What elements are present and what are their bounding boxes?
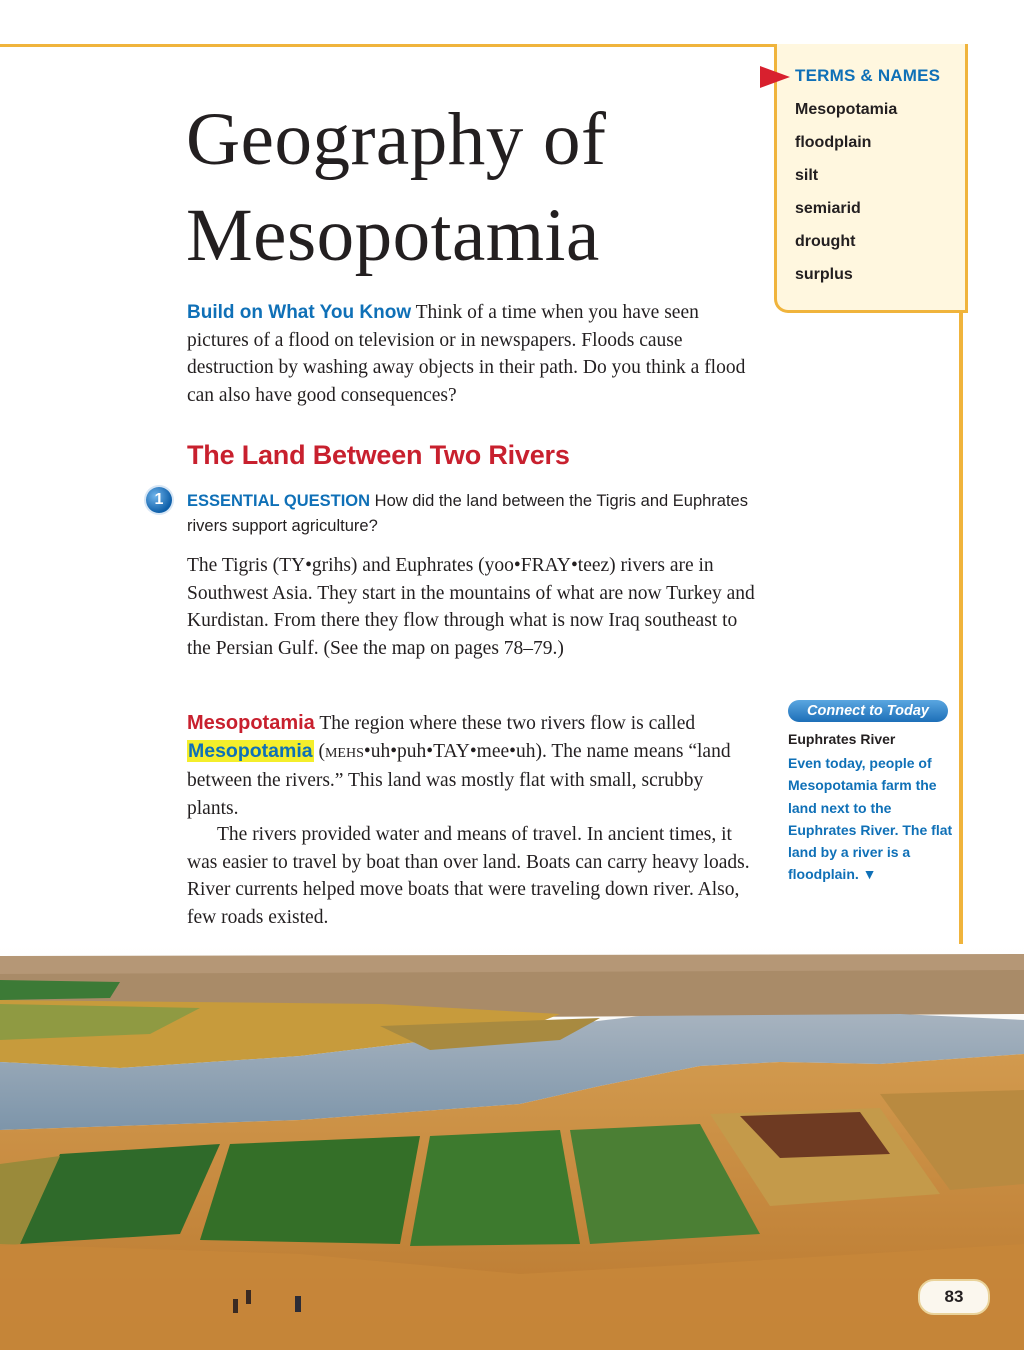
connect-to-today-heading: Euphrates River: [788, 731, 896, 747]
question-number-badge: 1: [146, 487, 172, 513]
build-on-lead: Build on What You Know: [187, 302, 412, 323]
build-on-paragraph: [187, 299, 762, 409]
terms-list: [795, 98, 897, 296]
section-heading: The Land Between Two Rivers: [187, 440, 570, 470]
p2-pron-rest: •uh•puh•TAY•mee•uh). The name means “land between the rivers.” This land was mostly flat with small, scrubby plants.: [187, 740, 731, 819]
body-paragraph-3: The rivers provided water and means of travel. In ancient times, it was easier to travel by boat than over land. Boats can carry heavy loads. River currents helped move boats that were traveling down river. Also, few roads existed.: [187, 824, 750, 928]
essential-question: [187, 489, 752, 539]
title-line-1: Geography of: [186, 98, 607, 181]
build-on-text: Think of a time when you have seen pictures of a flood on television or in newspapers. Floods cause destruction by washing away objects in their path. Do you think a flood can also have good consequences?: [187, 302, 746, 406]
subsection-lead: Mesopotamia: [187, 712, 315, 734]
p2-text-a: The region where these two rivers flow is called: [319, 713, 696, 734]
term-item: silt: [795, 167, 819, 184]
title-line-2: Mesopotamia: [186, 194, 600, 277]
highlighted-term: Mesopotamia: [188, 739, 313, 762]
essential-question-label: ESSENTIAL QUESTION: [187, 492, 371, 510]
connect-to-today-text: Even today, people of Mesopotamia farm the land next to the Euphrates River. The flat land by a river is a floodplain. ▼: [788, 755, 953, 883]
term-item: Mesopotamia: [795, 101, 898, 118]
term-item: drought: [795, 233, 856, 250]
essential-question-text: How did the land between the Tigris and Euphrates rivers support agriculture?: [187, 492, 748, 535]
p2-pron-smallcaps: MEHS: [324, 745, 364, 761]
page-number: 83: [918, 1279, 990, 1315]
arrow-icon: [760, 66, 790, 88]
term-item: floodplain: [795, 134, 872, 151]
connect-to-today-badge: Connect to Today: [788, 700, 948, 722]
p2-pron-open: (: [318, 740, 325, 762]
euphrates-floodplain-photo: [0, 944, 1024, 1350]
term-item: semiarid: [795, 200, 861, 217]
body-paragraph-1: The Tigris (TY•grihs) and Euphrates (yoo•FRAY•teez) rivers are in Southwest Asia. They start in the mountains of what are now Turkey and Kurdistan. From there they flow through what is now Iraq southeast to the Persian Gulf. (See the map on pages 78–79.): [187, 555, 755, 659]
page-title: [186, 92, 606, 284]
terms-names-heading: TERMS & NAMES: [795, 66, 941, 85]
term-item: surplus: [795, 266, 853, 283]
body-paragraph-2: [187, 710, 747, 822]
